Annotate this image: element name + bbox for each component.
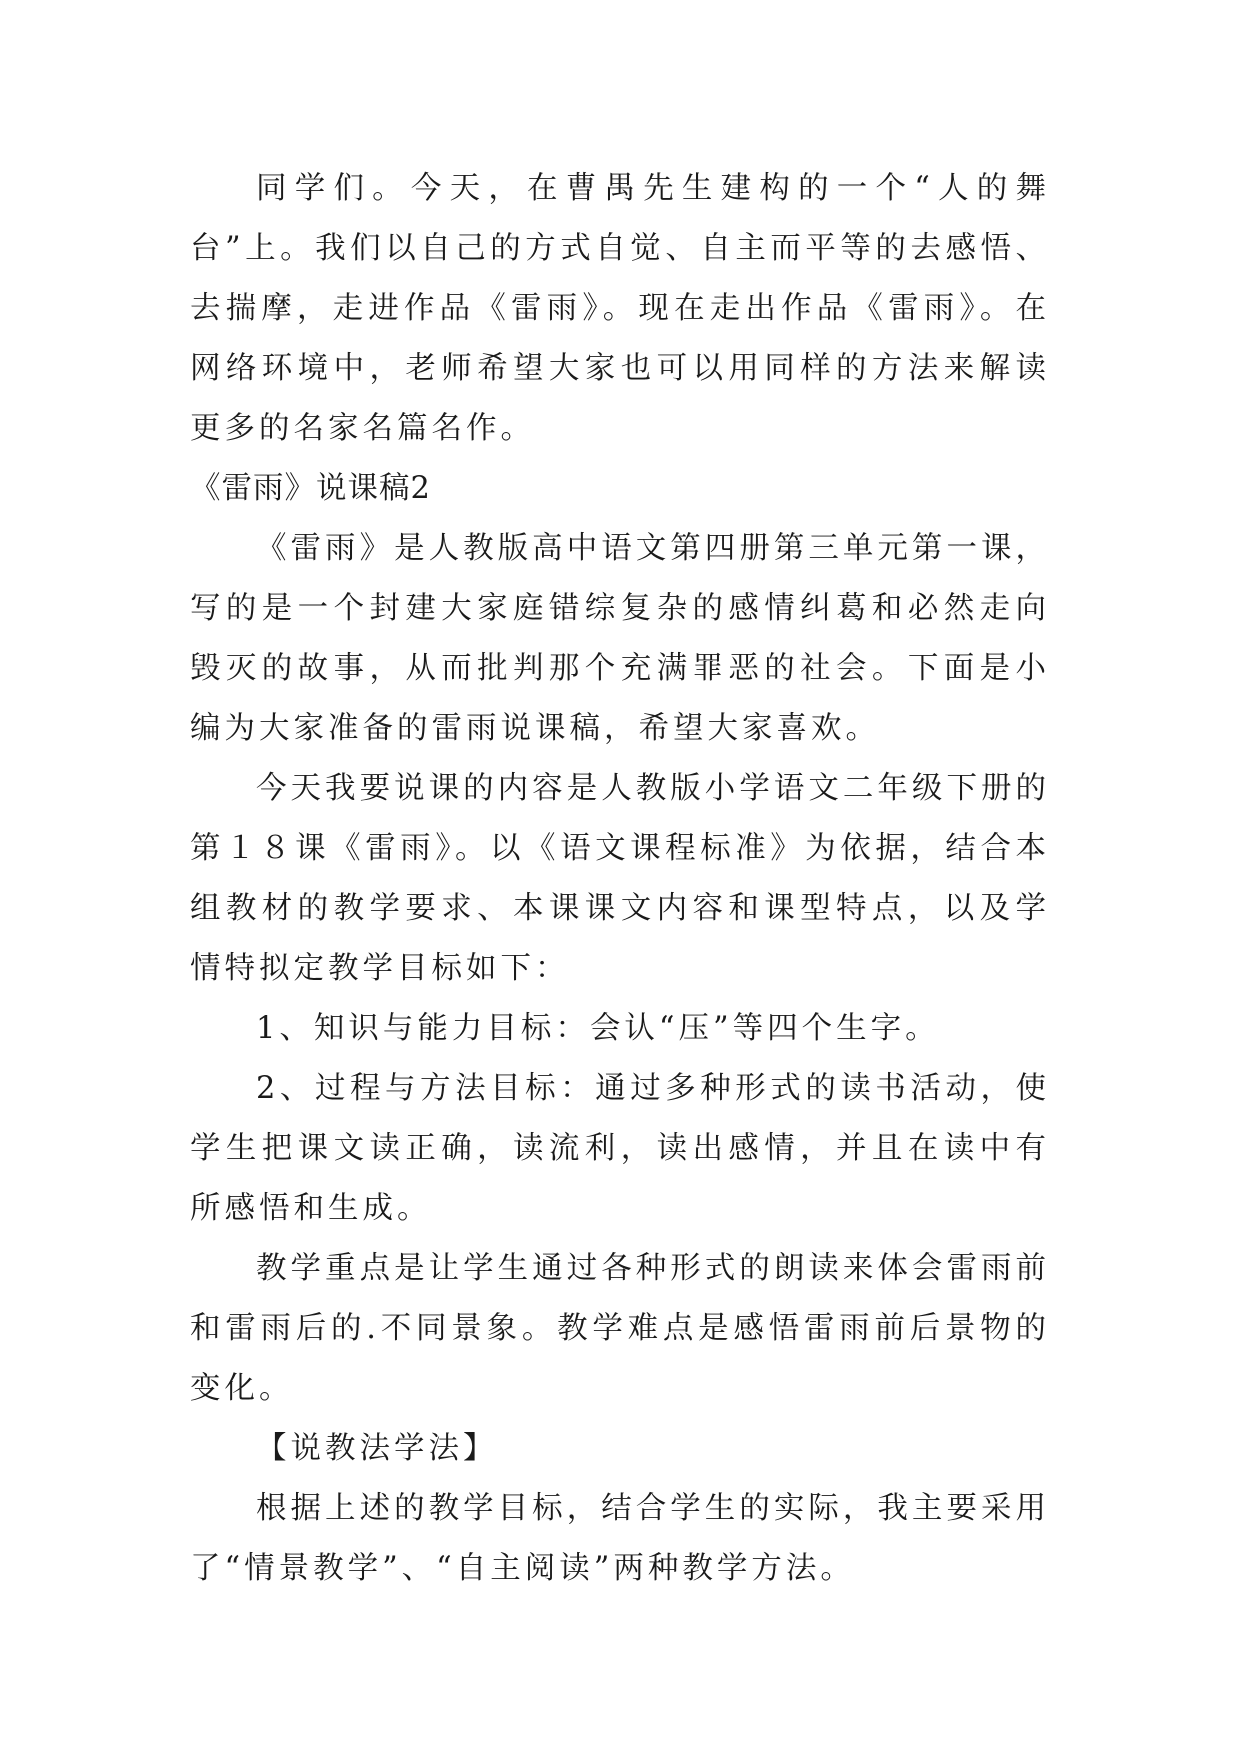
paragraph-lesson-content: 今天我要说课的内容是人教版小学语文二年级下册的第１８课《雷雨》。以《语文课程标准》为依据，结合本组教材的教学要求、本课课文内容和课型特点，以及学情特拟定教学目标如下： (190, 771, 1050, 986)
section-heading: 《雷雨》说课稿2 (190, 471, 431, 506)
paragraph-method-heading: 【说教法学法】 (256, 1431, 498, 1466)
document-body (190, 159, 1050, 1599)
paragraph-introduction: 《雷雨》是人教版高中语文第四册第三单元第一课，写的是一个封建大家庭错综复杂的感情纠葛和必然走向毁灭的故事，从而批判那个充满罪恶的社会。下面是小编为大家准备的雷雨说课稿，希望大家喜欢。 (190, 531, 1050, 746)
paragraph-key-points: 教学重点是让学生通过各种形式的朗读来体会雷雨前和雷雨后的.不同景象。教学难点是感悟雷雨前后景物的变化。 (190, 1251, 1050, 1406)
paragraph-goal-knowledge: 1、知识与能力目标：会认“压”等四个生字。 (256, 1011, 940, 1046)
paragraph-goal-process: 2、过程与方法目标：通过多种形式的读书活动，使学生把课文读正确，读流利，读出感情，并且在读中有所感悟和生成。 (190, 1071, 1050, 1226)
paragraph-teaching-methods: 根据上述的教学目标，结合学生的实际，我主要采用了“情景教学”、“自主阅读”两种教学方法。 (190, 1491, 1050, 1586)
paragraph-closing-remarks: 同学们。今天，在曹禺先生建构的一个“人的舞台”上。我们以自己的方式自觉、自主而平等的去感悟、去揣摩，走进作品《雷雨》。现在走出作品《雷雨》。在网络环境中，老师希望大家也可以用同样的方法来解读更多的名家名篇名作。 (190, 171, 1050, 446)
